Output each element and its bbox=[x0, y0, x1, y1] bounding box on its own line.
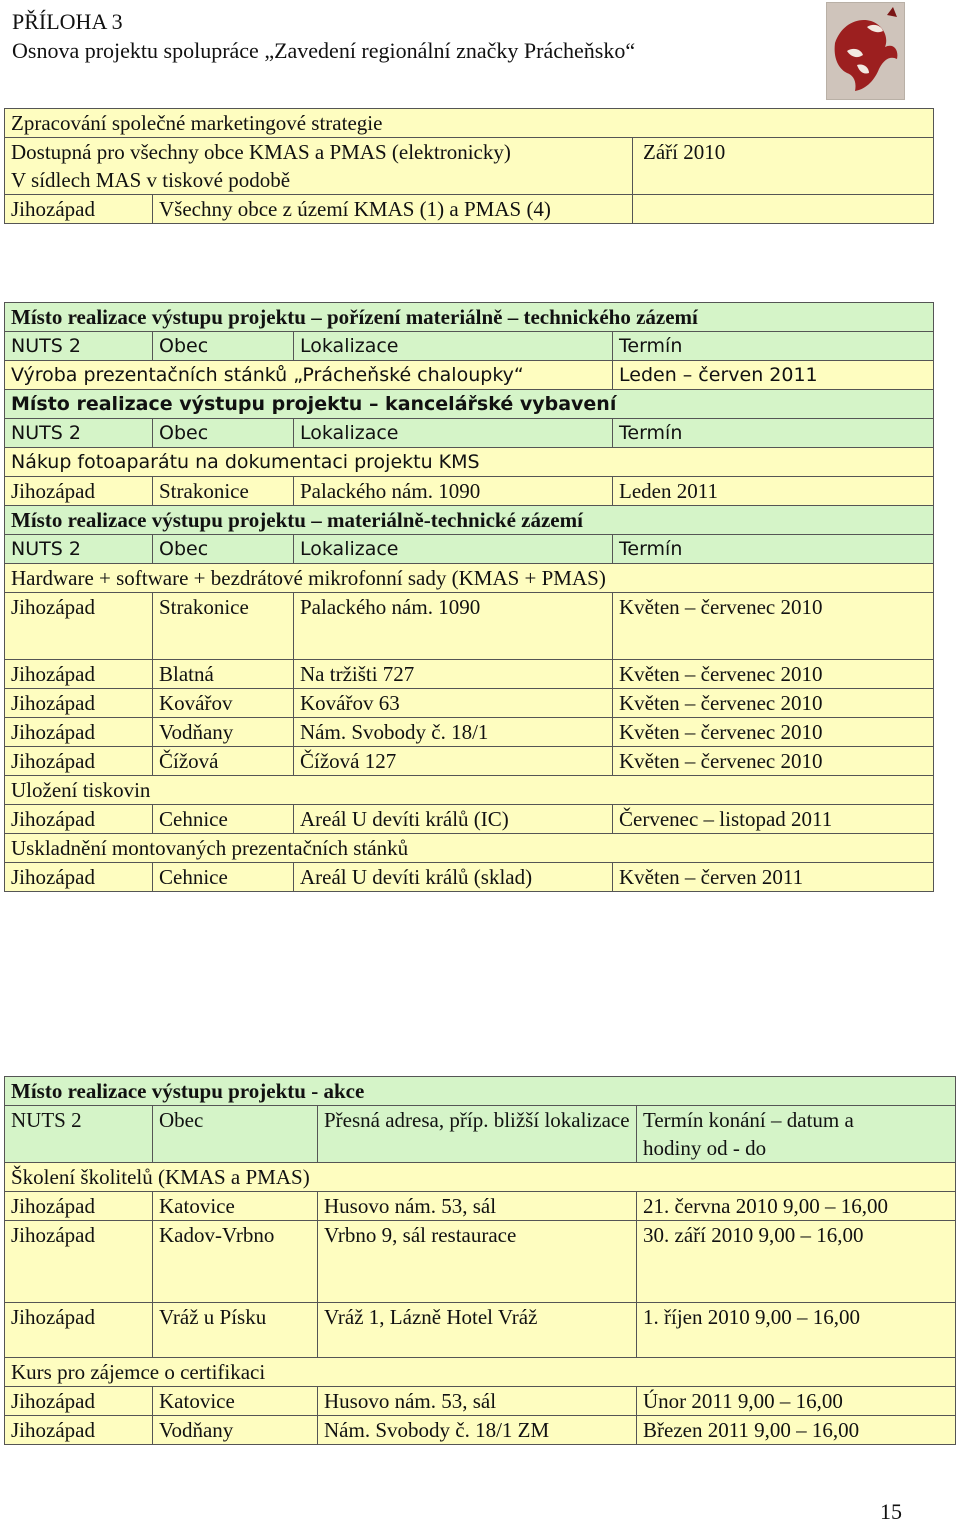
implementation-places-table bbox=[4, 302, 934, 892]
cell-address: Husovo nám. 53, sál bbox=[318, 1387, 637, 1416]
section-title-trainers: Školení školitelů (KMAS a PMAS) bbox=[5, 1163, 956, 1192]
header-row bbox=[5, 332, 934, 361]
cell-obec: Katovice bbox=[153, 1192, 318, 1221]
cell-nuts: Jihozápad bbox=[5, 689, 153, 718]
table-row bbox=[5, 1192, 956, 1221]
strategy-date: Září 2010 bbox=[633, 138, 934, 195]
cell-lokalizace: Areál U devíti králů (IC) bbox=[294, 805, 613, 834]
header-lokalizace: Lokalizace bbox=[294, 332, 613, 361]
cell-nuts: Jihozápad bbox=[5, 593, 153, 660]
section-title-office: Místo realizace výstupu projektu – kancelářské vybavení bbox=[5, 390, 934, 419]
table-row bbox=[5, 689, 934, 718]
cell-nuts: Jihozápad bbox=[5, 1221, 153, 1303]
cell-termin: Květen – červenec 2010 bbox=[613, 660, 934, 689]
header-nuts: NUTS 2 bbox=[5, 419, 153, 448]
cell-obec: Vodňany bbox=[153, 718, 294, 747]
header-lokalizace: Lokalizace bbox=[294, 535, 613, 564]
section-title-equipment: Místo realizace výstupu projektu – pořízení materiálně – technického zázemí bbox=[5, 303, 934, 332]
table-row bbox=[5, 1416, 956, 1445]
region-cell: Jihozápad bbox=[5, 195, 153, 224]
cell-nuts: Jihozápad bbox=[5, 660, 153, 689]
cell-termin: Červenec – listopad 2011 bbox=[613, 805, 934, 834]
section-title-technical: Místo realizace výstupu projektu – materiálně-technické zázemí bbox=[5, 506, 934, 535]
document-title: Osnova projektu spolupráce „Zavedení regionální značky Prácheňsko“ bbox=[12, 38, 636, 63]
table-row bbox=[5, 660, 934, 689]
item-hardware: Hardware + software + bezdrátové mikrofonní sady (KMAS + PMAS) bbox=[5, 564, 934, 593]
cell-obec: Strakonice bbox=[153, 477, 294, 506]
cell-lokalizace: Palackého nám. 1090 bbox=[294, 593, 613, 660]
cell-obec: Cehnice bbox=[153, 863, 294, 892]
cell-obec: Strakonice bbox=[153, 593, 294, 660]
section-title-certification: Kurs pro zájemce o certifikaci bbox=[5, 1358, 956, 1387]
availability-line-2: V sídlech MAS v tiskové podobě bbox=[5, 166, 633, 195]
cell-obec: Vráž u Písku bbox=[153, 1303, 318, 1358]
header-nuts: NUTS 2 bbox=[5, 1106, 153, 1163]
cell-lokalizace: Čížová 127 bbox=[294, 747, 613, 776]
header-row bbox=[5, 535, 934, 564]
events-table bbox=[4, 1076, 956, 1445]
header-termin: Termín bbox=[613, 332, 934, 361]
header-obec: Obec bbox=[153, 535, 294, 564]
header-nuts: NUTS 2 bbox=[5, 535, 153, 564]
cell-date-time: 1. říjen 2010 9,00 – 16,00 bbox=[637, 1303, 956, 1358]
header-obec: Obec bbox=[153, 1106, 318, 1163]
cell-date-time: 21. června 2010 9,00 – 16,00 bbox=[637, 1192, 956, 1221]
cell-date-time: 30. září 2010 9,00 – 16,00 bbox=[637, 1221, 956, 1303]
section-title-storage-stands: Uskladnění montovaných prezentačních stánků bbox=[5, 834, 934, 863]
table-row bbox=[5, 1387, 956, 1416]
cell-obec: Blatná bbox=[153, 660, 294, 689]
cell-lokalizace: Palackého nám. 1090 bbox=[294, 477, 613, 506]
item-stands-date: Leden – červen 2011 bbox=[613, 361, 934, 390]
header-date-time: Termín konání – datum a hodiny od - do bbox=[637, 1106, 956, 1163]
cell-obec: Čížová bbox=[153, 747, 294, 776]
cell-address: Vráž 1, Lázně Hotel Vráž bbox=[318, 1303, 637, 1358]
header-obec: Obec bbox=[153, 419, 294, 448]
cell-nuts: Jihozápad bbox=[5, 718, 153, 747]
cell-nuts: Jihozápad bbox=[5, 1416, 153, 1445]
cell-nuts: Jihozápad bbox=[5, 1303, 153, 1358]
scope-cell: Všechny obce z území KMAS (1) a PMAS (4) bbox=[153, 195, 633, 224]
cell-termin: Květen – červen 2011 bbox=[613, 863, 934, 892]
item-stands: Výroba prezentačních stánků „Prácheňské chaloupky“ bbox=[5, 361, 613, 390]
cell-lokalizace: Na tržišti 727 bbox=[294, 660, 613, 689]
cell-obec: Kadov-Vrbno bbox=[153, 1221, 318, 1303]
table-row bbox=[5, 1221, 956, 1303]
heraldic-lion-logo bbox=[826, 2, 905, 100]
cell-termin: Květen – červenec 2010 bbox=[613, 593, 934, 660]
cell-nuts: Jihozápad bbox=[5, 477, 153, 506]
cell-obec: Vodňany bbox=[153, 1416, 318, 1445]
header-obec: Obec bbox=[153, 332, 294, 361]
cell-nuts: Jihozápad bbox=[5, 805, 153, 834]
section-title-storage-print: Uložení tiskovin bbox=[5, 776, 934, 805]
table-row bbox=[5, 747, 934, 776]
cell-lokalizace: Nám. Svobody č. 18/1 bbox=[294, 718, 613, 747]
header-row bbox=[5, 1106, 956, 1163]
header-termin: Termín bbox=[613, 535, 934, 564]
empty-cell bbox=[633, 195, 934, 224]
appendix-label: PŘÍLOHA 3 bbox=[12, 9, 123, 34]
cell-obec: Cehnice bbox=[153, 805, 294, 834]
cell-lokalizace: Areál U devíti králů (sklad) bbox=[294, 863, 613, 892]
table-row bbox=[5, 593, 934, 660]
cell-termin: Květen – červenec 2010 bbox=[613, 689, 934, 718]
item-camera: Nákup fotoaparátu na dokumentaci projektu KMS bbox=[5, 448, 934, 477]
cell-address: Vrbno 9, sál restaurace bbox=[318, 1221, 637, 1303]
header-address: Přesná adresa, příp. bližší lokalizace bbox=[318, 1106, 637, 1163]
table-row bbox=[5, 863, 934, 892]
cell-nuts: Jihozápad bbox=[5, 747, 153, 776]
cell-address: Husovo nám. 53, sál bbox=[318, 1192, 637, 1221]
strategy-title: Zpracování společné marketingové strategie bbox=[5, 109, 934, 138]
cell-address: Nám. Svobody č. 18/1 ZM bbox=[318, 1416, 637, 1445]
table-row bbox=[5, 1303, 956, 1358]
header-lokalizace: Lokalizace bbox=[294, 419, 613, 448]
cell-obec: Kovářov bbox=[153, 689, 294, 718]
page-number: 15 bbox=[880, 1499, 902, 1524]
cell-termin: Leden 2011 bbox=[613, 477, 934, 506]
table-row bbox=[5, 718, 934, 747]
cell-date-time: Březen 2011 9,00 – 16,00 bbox=[637, 1416, 956, 1445]
cell-termin: Květen – červenec 2010 bbox=[613, 747, 934, 776]
cell-obec: Katovice bbox=[153, 1387, 318, 1416]
header-termin: Termín bbox=[613, 419, 934, 448]
events-title: Místo realizace výstupu projektu - akce bbox=[5, 1077, 956, 1106]
cell-nuts: Jihozápad bbox=[5, 1192, 153, 1221]
cell-termin: Květen – červenec 2010 bbox=[613, 718, 934, 747]
table-row bbox=[5, 805, 934, 834]
cell-nuts: Jihozápad bbox=[5, 1387, 153, 1416]
availability-line-1: Dostupná pro všechny obce KMAS a PMAS (elektronicky) bbox=[5, 138, 633, 167]
cell-lokalizace: Kovářov 63 bbox=[294, 689, 613, 718]
table-row bbox=[5, 477, 934, 506]
cell-nuts: Jihozápad bbox=[5, 863, 153, 892]
header-row bbox=[5, 419, 934, 448]
cell-date-time: Únor 2011 9,00 – 16,00 bbox=[637, 1387, 956, 1416]
marketing-strategy-table bbox=[4, 108, 934, 224]
header-nuts: NUTS 2 bbox=[5, 332, 153, 361]
